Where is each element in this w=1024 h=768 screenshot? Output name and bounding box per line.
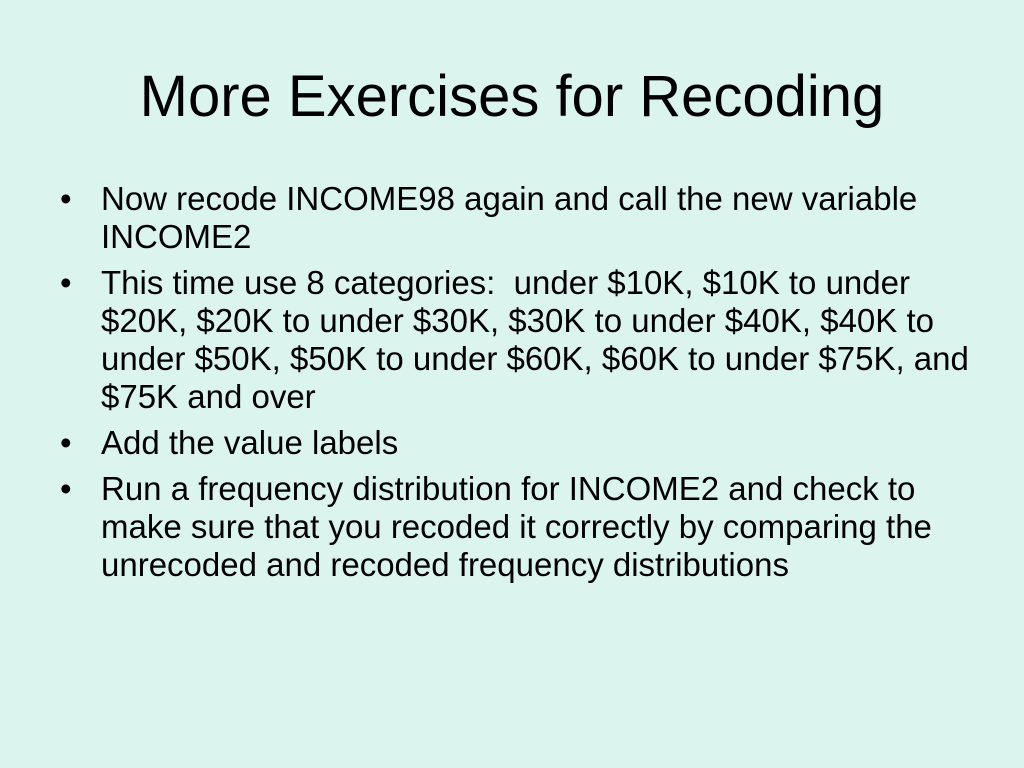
bullet-text: This time use 8 categories: under $10K, $10K to under $20K, $20K to under $30K, $30K to under $40K, $40K to under $50K, $50K to under $60K, $60K to under $75K, and $75K and over <box>101 264 979 415</box>
bullet-text: Run a frequency distribution for INCOME2 and check to make sure that you recoded it correctly by comparing the unrecoded and recoded frequency distributions <box>101 470 932 583</box>
bullet-marker: • <box>60 470 72 507</box>
bullet-item-value-labels <box>60 424 970 462</box>
bullet-text: Now recode INCOME98 again and call the new variable INCOME2 <box>101 180 918 255</box>
bullet-item-frequency-distribution <box>60 470 970 584</box>
bullet-item-categories <box>60 264 979 416</box>
slide-title: More Exercises for Recoding <box>139 64 885 129</box>
bullet-item-recode-income2 <box>60 180 970 256</box>
bullet-marker: • <box>60 264 72 301</box>
bullet-list <box>60 180 979 592</box>
bullet-marker: • <box>60 424 72 461</box>
bullet-text: Add the value labels <box>101 424 399 461</box>
bullet-marker: • <box>60 180 72 217</box>
